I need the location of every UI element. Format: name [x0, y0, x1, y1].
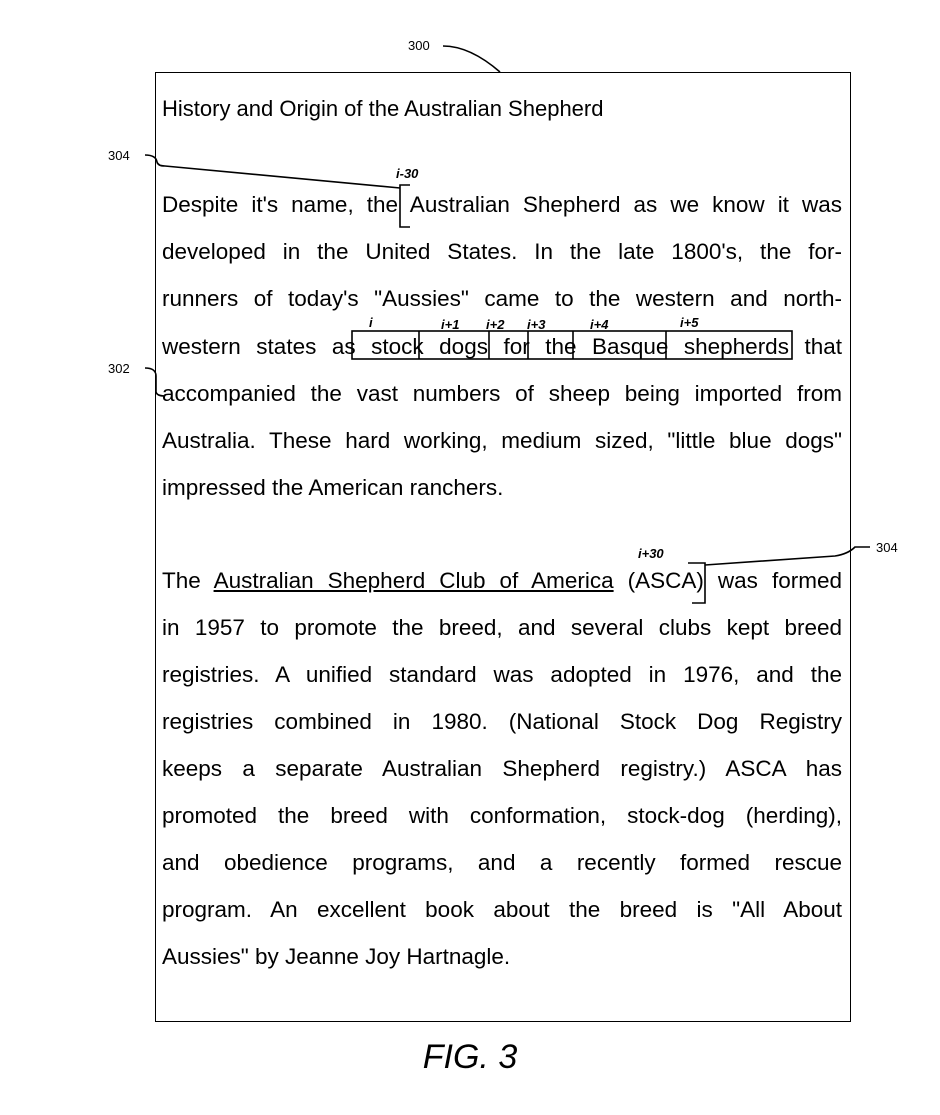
index-label: i+30	[638, 546, 664, 561]
index-label: i+3	[527, 317, 546, 332]
text-line: and obedience programs, and a recently formed rescue	[162, 850, 842, 875]
text-line: registries. A unified standard was adopted in 1976, and the	[162, 662, 842, 687]
text-line: Despite it's name, the Australian Shepherd as we know it was	[162, 192, 842, 217]
leader-302	[145, 368, 165, 396]
leader-304-top	[145, 155, 400, 188]
index-label: i+5	[680, 315, 699, 330]
bracket-start	[400, 185, 410, 227]
text-line: keeps a separate Australian Shepherd registry.) ASCA has	[162, 756, 842, 781]
document-title: History and Origin of the Australian Shepherd	[162, 96, 604, 121]
ref-304-bottom: 304	[876, 540, 898, 555]
index-label: i+2	[486, 317, 505, 332]
text-line: runners of today's "Aussies" came to the western and north-	[162, 286, 842, 311]
text-line: impressed the American ranchers.	[162, 475, 504, 500]
text-line: developed in the United States. In the late 1800's, the for-	[162, 239, 842, 264]
index-label: i	[369, 315, 373, 330]
index-label: i+1	[441, 317, 460, 332]
text-segment: (ASCA) was formed	[627, 568, 842, 593]
leader-300	[443, 46, 500, 72]
text-line: Australia. These hard working, medium sized, "little blue dogs"	[162, 428, 842, 453]
text-line: program. An excellent book about the breed is "All About	[162, 897, 842, 922]
text-line: western states as stock dogs for the Basque shepherds that	[162, 334, 842, 359]
ref-302: 302	[108, 361, 130, 376]
ref-304-top: 304	[108, 148, 130, 163]
text-line: Aussies" by Jeanne Joy Hartnagle.	[162, 944, 511, 969]
text-line: registries combined in 1980. (National Stock Dog Registry	[162, 709, 842, 734]
text-line: in 1957 to promote the breed, and several clubs kept breed	[162, 615, 842, 640]
figure-caption: FIG. 3	[422, 1038, 518, 1076]
ref-300: 300	[408, 38, 430, 53]
text-line: accompanied the vast numbers of sheep being imported from	[162, 381, 842, 406]
bracket-end	[688, 563, 705, 603]
text-line: promoted the breed with conformation, stock-dog (herding),	[162, 803, 842, 828]
index-label: i-30	[396, 166, 419, 181]
hyperlink[interactable]: Australian Shepherd Club of America	[213, 568, 614, 593]
index-label: i+4	[590, 317, 609, 332]
leader-304-bottom	[705, 547, 870, 565]
token-boxes	[352, 331, 792, 359]
text-segment: The	[162, 568, 201, 593]
